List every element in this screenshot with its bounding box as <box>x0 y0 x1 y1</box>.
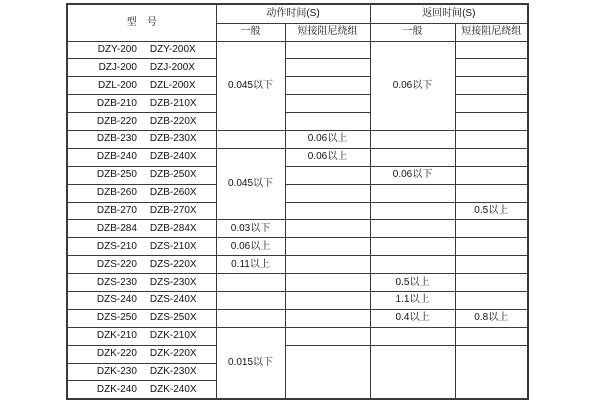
model-name: DZB-250 <box>96 169 137 181</box>
model-name-x: DZK-230X <box>149 365 197 377</box>
model-cell <box>67 238 216 256</box>
return-damping-cell: 0.8以上 <box>455 309 528 327</box>
return-general-cell <box>370 130 455 148</box>
model-name: DZB-270 <box>96 204 137 216</box>
model-name-x: DZB-270X <box>149 204 197 216</box>
model-cell <box>67 256 216 274</box>
header-return-damping: 短接阻尼绕组 <box>455 23 528 41</box>
return-general-cell: 0.4以上 <box>370 309 455 327</box>
action-damping-cell: 0.06以上 <box>285 130 370 148</box>
return-damping-cell <box>455 77 528 95</box>
model-name-x: DZB-284X <box>149 222 197 234</box>
model-name: DZB-240 <box>96 151 137 163</box>
action-general-cell: 0.045以下 <box>216 148 285 220</box>
action-damping-cell: 0.06以上 <box>285 148 370 166</box>
action-general-cell: 0.045以下 <box>216 41 285 130</box>
table-row <box>67 256 528 274</box>
table-row <box>67 113 528 131</box>
table-row <box>67 148 528 166</box>
relay-spec-table <box>66 3 529 400</box>
model-cell <box>67 77 216 95</box>
table-row <box>67 95 528 113</box>
header-return-general: 一般 <box>370 23 455 41</box>
table-row <box>67 41 528 59</box>
model-name-x: DZK-210X <box>149 330 197 342</box>
return-damping-cell <box>455 113 528 131</box>
action-damping-cell <box>285 41 370 59</box>
model-name-x: DZS-220X <box>149 258 197 270</box>
model-name: DZJ-200 <box>98 61 137 73</box>
return-general-cell <box>370 345 455 399</box>
model-name-x: DZB-260X <box>149 187 197 199</box>
model-cell <box>67 381 216 399</box>
return-general-cell <box>370 327 455 345</box>
header-action-general: 一般 <box>216 23 285 41</box>
model-cell <box>67 130 216 148</box>
table-row <box>67 327 528 345</box>
return-general-cell <box>370 184 455 202</box>
action-general-cell: 0.11以上 <box>216 256 285 274</box>
return-general-cell: 1.1以上 <box>370 291 455 309</box>
table-row <box>67 291 528 309</box>
model-cell <box>67 184 216 202</box>
model-name: DZK-240 <box>96 383 137 395</box>
action-damping-cell <box>285 345 370 399</box>
header-action-time: 动作时间(S) <box>216 4 370 23</box>
table-row <box>67 184 528 202</box>
return-damping-cell <box>455 256 528 274</box>
return-general-cell <box>370 256 455 274</box>
table-row <box>67 130 528 148</box>
table-row <box>67 202 528 220</box>
return-general-cell: 0.5以上 <box>370 274 455 292</box>
model-name: DZK-220 <box>96 348 137 360</box>
action-damping-cell <box>285 166 370 184</box>
model-cell <box>67 113 216 131</box>
return-damping-cell <box>455 238 528 256</box>
model-name-x: DZB-250X <box>149 169 197 181</box>
model-name: DZS-250 <box>96 312 137 324</box>
model-name: DZS-220 <box>96 258 137 270</box>
table-row <box>67 59 528 77</box>
return-damping-cell: 0.5以上 <box>455 202 528 220</box>
header-action-damping: 短接阻尼绕组 <box>285 23 370 41</box>
return-damping-cell <box>455 148 528 166</box>
table-header <box>67 4 528 41</box>
return-damping-cell <box>455 327 528 345</box>
action-damping-cell <box>285 202 370 220</box>
model-name: DZK-210 <box>96 330 137 342</box>
table-row <box>67 309 528 327</box>
model-name-x: DZJ-200X <box>149 61 195 73</box>
model-name: DZS-210 <box>96 240 137 252</box>
return-general-cell <box>370 238 455 256</box>
return-general-cell: 0.06以下 <box>370 41 455 130</box>
return-damping-cell <box>455 274 528 292</box>
action-damping-cell <box>285 291 370 309</box>
action-damping-cell <box>285 184 370 202</box>
action-damping-cell <box>285 327 370 345</box>
table-row <box>67 77 528 95</box>
model-cell <box>67 309 216 327</box>
model-name: DZS-240 <box>96 294 137 306</box>
model-name-x: DZB-210X <box>149 97 197 109</box>
model-cell <box>67 202 216 220</box>
action-damping-cell <box>285 95 370 113</box>
table-row <box>67 166 528 184</box>
action-damping-cell <box>285 274 370 292</box>
return-general-cell: 0.06以下 <box>370 166 455 184</box>
model-name: DZB-230 <box>96 133 137 145</box>
model-name: DZB-260 <box>96 187 137 199</box>
header-model: 型 号 <box>67 4 216 41</box>
model-cell <box>67 59 216 77</box>
return-damping-cell <box>455 95 528 113</box>
model-cell <box>67 220 216 238</box>
return-general-cell <box>370 148 455 166</box>
model-name-x: DZB-220X <box>149 115 197 127</box>
model-name: DZB-220 <box>96 115 137 127</box>
model-cell <box>67 274 216 292</box>
action-general-cell: 0.06以上 <box>216 238 285 256</box>
model-name-x: DZS-210X <box>149 240 197 252</box>
model-name-x: DZS-240X <box>149 294 197 306</box>
model-cell <box>67 363 216 381</box>
model-name: DZK-230 <box>96 365 137 377</box>
header-return-time: 返回时间(S) <box>370 4 528 23</box>
model-cell <box>67 95 216 113</box>
return-damping-cell <box>455 184 528 202</box>
model-cell <box>67 166 216 184</box>
table-row <box>67 274 528 292</box>
table-row <box>67 345 528 363</box>
model-name: DZY-200 <box>97 43 137 55</box>
model-name-x: DZS-250X <box>149 312 197 324</box>
action-general-cell <box>216 130 285 148</box>
model-name-x: DZB-240X <box>149 151 197 163</box>
action-general-cell: 0.015以下 <box>216 327 285 399</box>
action-damping-cell <box>285 59 370 77</box>
model-name: DZB-210 <box>96 97 137 109</box>
model-name: DZS-230 <box>96 276 137 288</box>
action-damping-cell <box>285 113 370 131</box>
model-name: DZL-200 <box>98 79 137 91</box>
action-general-cell <box>216 309 285 327</box>
model-cell <box>67 327 216 345</box>
action-general-cell <box>216 274 285 292</box>
model-name-x: DZL-200X <box>149 79 196 91</box>
return-damping-cell <box>455 59 528 77</box>
model-cell <box>67 148 216 166</box>
action-general-cell <box>216 291 285 309</box>
model-name-x: DZS-230X <box>149 276 197 288</box>
action-damping-cell <box>285 220 370 238</box>
relay-spec-table-container <box>66 3 529 400</box>
model-name-x: DZK-240X <box>149 383 197 395</box>
return-damping-cell <box>455 345 528 399</box>
model-cell <box>67 291 216 309</box>
action-general-cell: 0.03以下 <box>216 220 285 238</box>
return-damping-cell <box>455 220 528 238</box>
return-damping-cell <box>455 130 528 148</box>
return-general-cell <box>370 202 455 220</box>
return-damping-cell <box>455 41 528 59</box>
model-name-x: DZK-220X <box>149 348 197 360</box>
table-row <box>67 220 528 238</box>
model-name-x: DZY-200X <box>149 43 196 55</box>
return-damping-cell <box>455 166 528 184</box>
return-general-cell <box>370 220 455 238</box>
model-name: DZB-284 <box>96 222 137 234</box>
return-damping-cell <box>455 291 528 309</box>
model-cell <box>67 41 216 59</box>
action-damping-cell <box>285 309 370 327</box>
action-damping-cell <box>285 256 370 274</box>
model-cell <box>67 345 216 363</box>
model-name-x: DZB-230X <box>149 133 197 145</box>
action-damping-cell <box>285 77 370 95</box>
table-row <box>67 238 528 256</box>
action-damping-cell <box>285 238 370 256</box>
